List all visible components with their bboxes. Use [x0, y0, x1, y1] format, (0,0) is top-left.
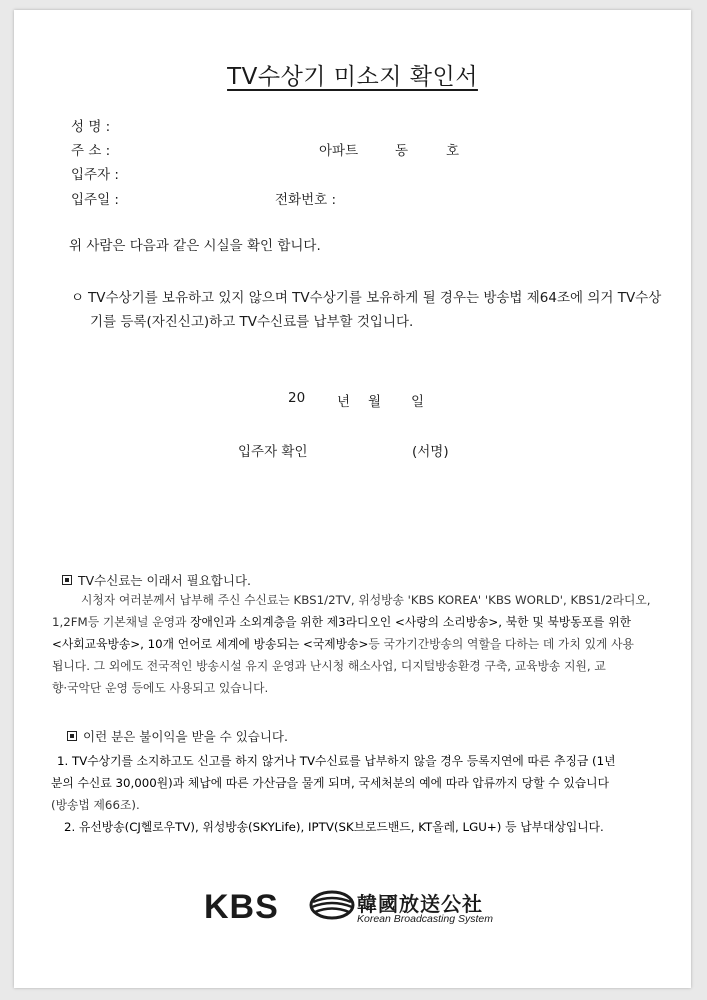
confirm-line: 위 사람은 다음과 같은 시실을 확인 합니다. [69, 238, 321, 254]
kbs-emblem-icon [309, 890, 355, 920]
kbs-logo-text: KBS [204, 888, 279, 926]
document-title: TV수상기 미소지 확인서 [227, 64, 478, 90]
statement-line-2: 기를 등록(자진신고)하고 TV수신료를 납부할 것입니다. [90, 314, 414, 330]
kbs-logo-hanja: 韓國放送公社 [357, 892, 483, 916]
dong-label: 동 [395, 143, 409, 159]
move-in-date-label: 입주일 : [71, 192, 119, 208]
date-year: 20 [288, 390, 306, 406]
name-label: 성 명 : [71, 119, 111, 135]
statement-marker: ㅇ [71, 290, 85, 306]
kbs-logo-english: Korean Broadcasting System [357, 913, 493, 925]
section1-line-1: 시청자 여러분께서 납부해 주신 수신료는 KBS1/2TV, 위성방송 'KBS KOREA' 'KBS WORLD', KBS1/2라디오, [81, 593, 651, 607]
phone-label: 전화번호 : [275, 192, 337, 208]
section2-line-3: (방송법 제66조). [51, 798, 140, 812]
date-month-unit: 월 [368, 394, 382, 410]
section1-heading: TV수신료는 이래서 필요합니다. [62, 571, 251, 589]
address-label: 주 소 : [71, 143, 111, 159]
statement-line-1: TV수상기를 보유하고 있지 않으며 TV수상기를 보유하게 될 경우는 방송법 제64조에 의거 TV수상 [88, 290, 662, 306]
square-bullet-icon [62, 575, 72, 585]
section2-line-2: 분의 수신료 30,000원)과 체납에 따른 가산금을 물게 되며, 국세처분의 예에 따라 압류까지 당할 수 있습니다 [51, 776, 609, 790]
section2-line-1: 1. TV수상기를 소지하고도 신고를 하지 않거나 TV수신료를 납부하지 않을 경우 등록지연에 따른 추징금 (1년 [57, 754, 616, 768]
document-page [14, 10, 691, 988]
section1-line-4: 됩니다. 그 외에도 전국적인 방송시설 유지 운영과 난시청 해소사업, 디지털방송환경 구축, 교육방송 지원, 교 [52, 659, 606, 673]
resident-label: 입주자 : [71, 167, 119, 183]
ho-label: 호 [446, 143, 460, 159]
section1-line-5: 향·국악단 운영 등에도 사용되고 있습니다. [52, 681, 269, 695]
signature-label: 입주자 확인 [238, 444, 308, 460]
section2-line-4: 2. 유선방송(CJ헬로우TV), 위성방송(SKYLife), IPTV(SK브로드밴드, KT올레, LGU+) 등 납부대상입니다. [64, 820, 604, 834]
apt-label: 아파트 [319, 143, 359, 159]
section2-heading: 이런 분은 불이익을 받을 수 있습니다. [67, 727, 288, 745]
section1-line-3: <사회교육방송>, 10개 언어로 세계에 방송되는 <국제방송>등 국가기간방송의 역할을 다하는 데 가치 있게 사용 [52, 637, 634, 651]
section1-line-2: 1,2FM등 기본채널 운영과 장애인과 소외계층을 위한 제3라디오인 <사랑의 소리방송>, 북한 및 북방동포를 위한 [52, 615, 631, 629]
square-bullet-icon [67, 731, 77, 741]
date-day-unit: 일 [411, 394, 425, 410]
signature-sign: (서명) [412, 444, 449, 460]
date-year-unit: 년 [337, 394, 351, 410]
